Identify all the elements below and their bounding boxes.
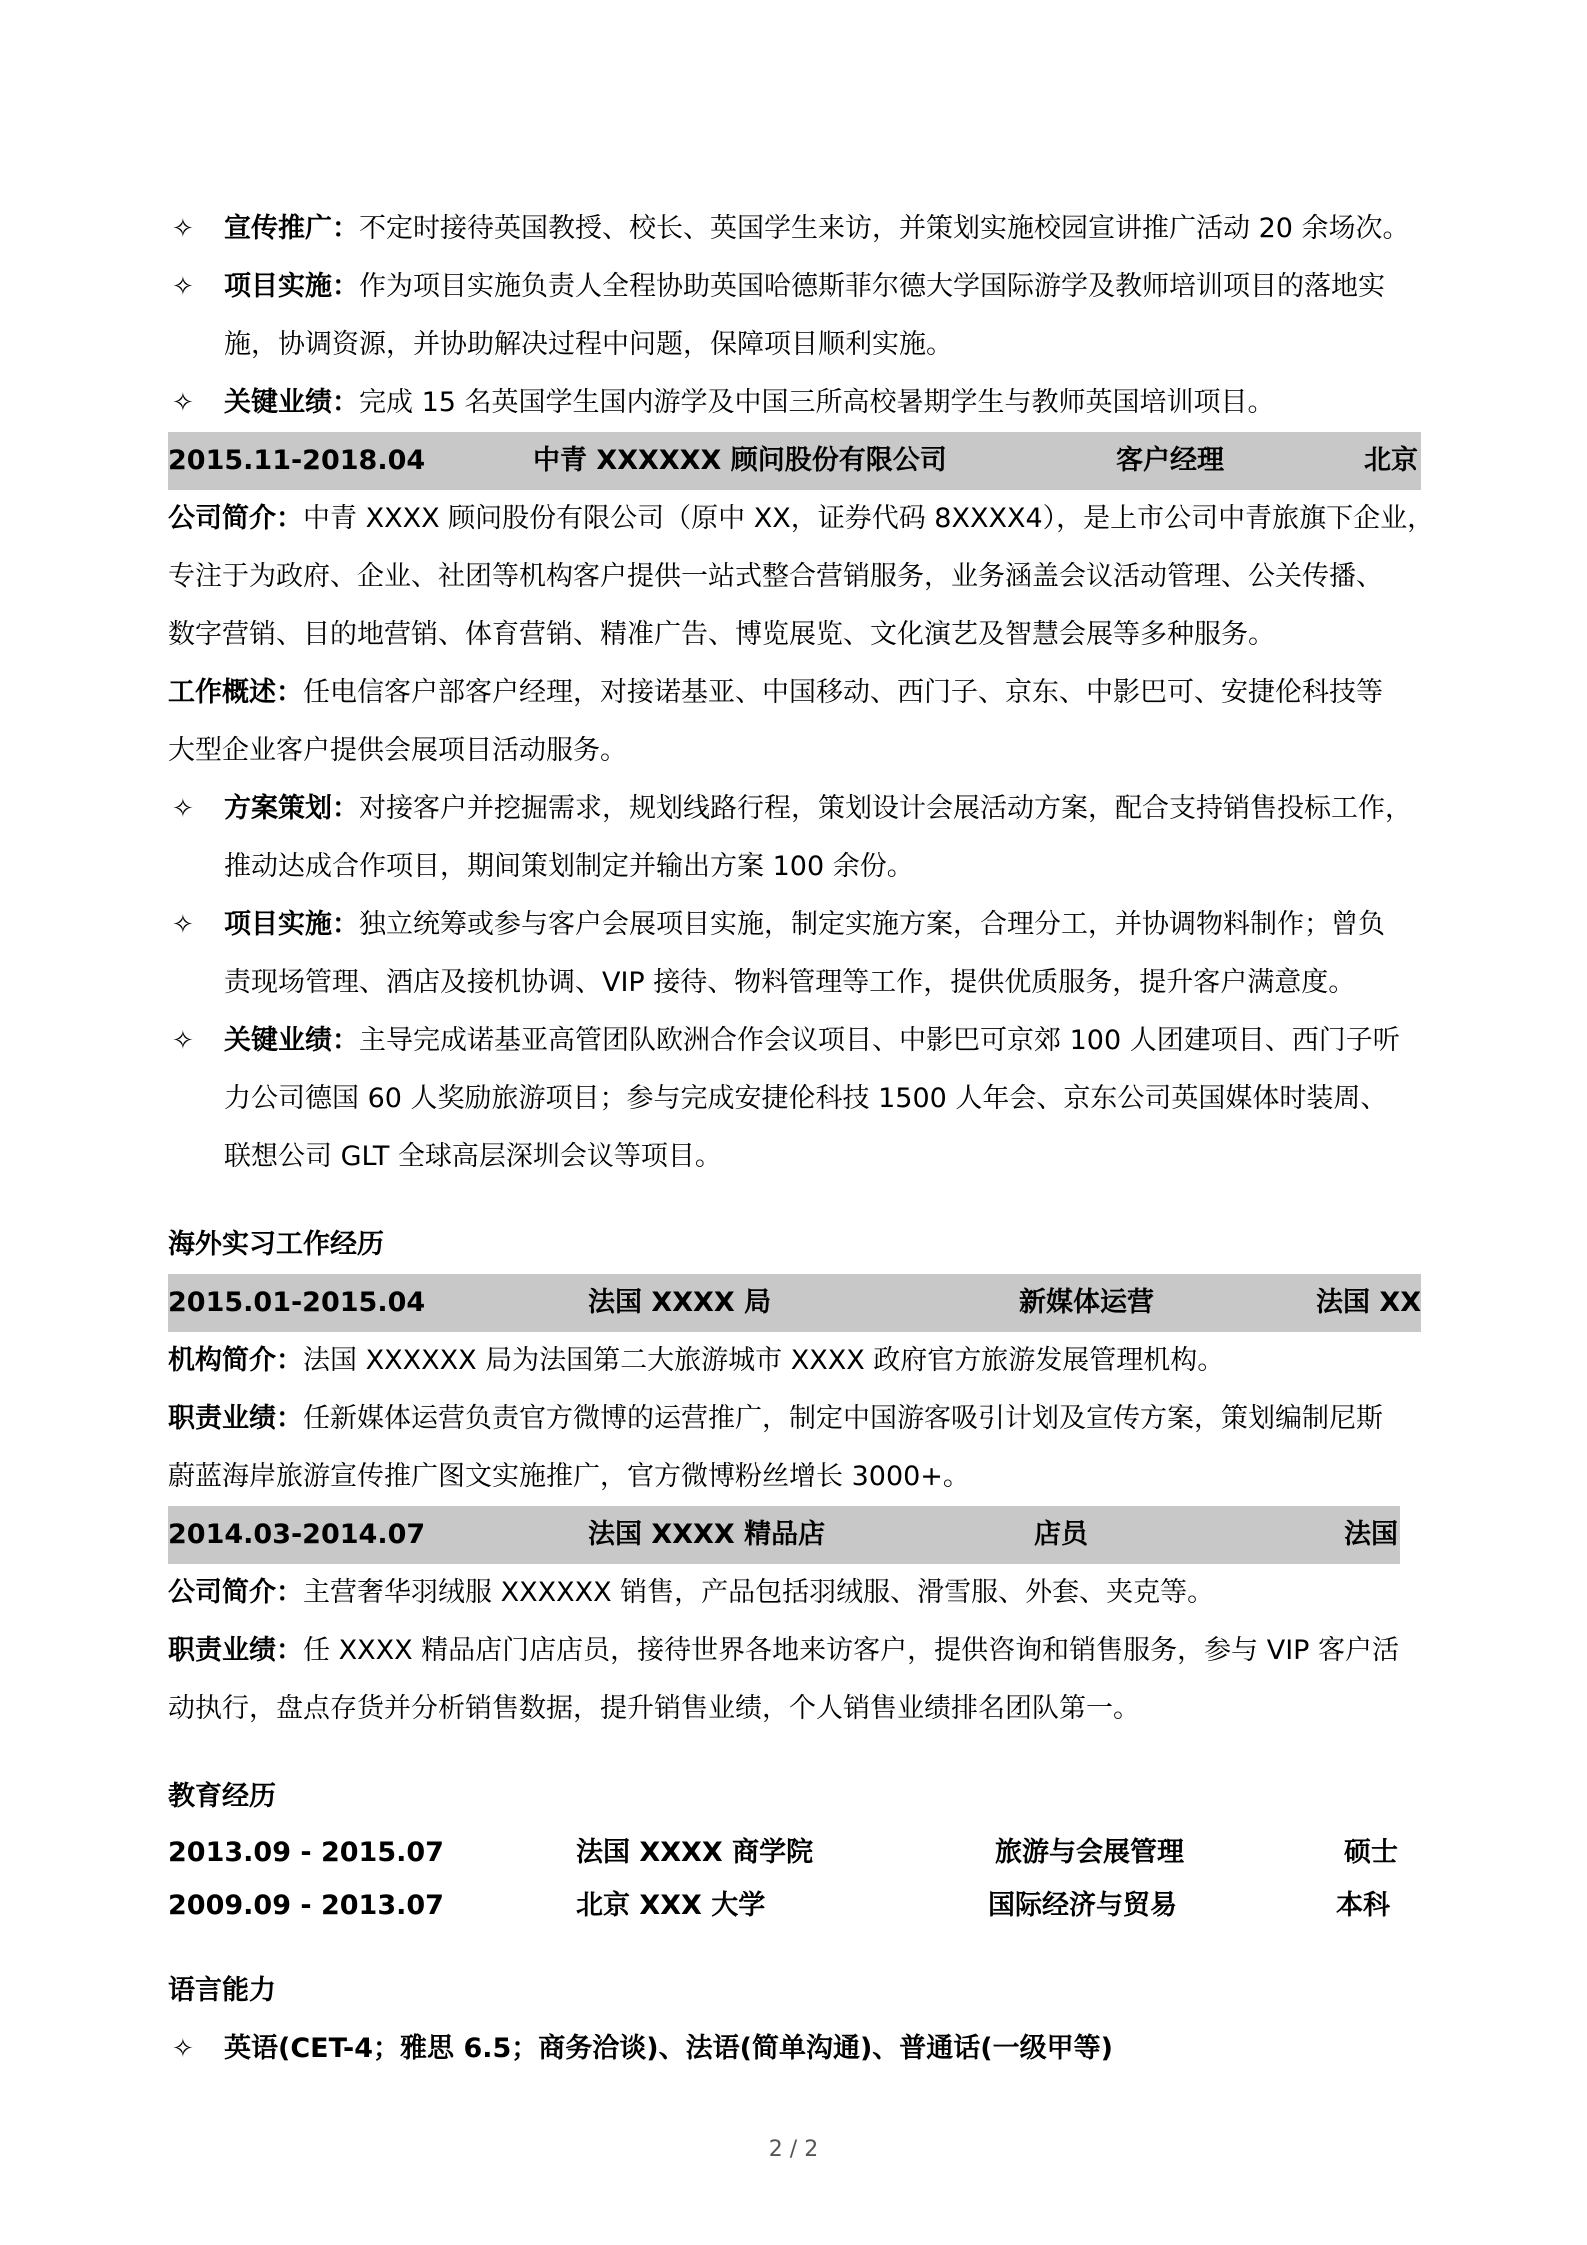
language-text: 英语(CET-4；雅思 6.5；商务洽谈)、法语(简单沟通)、普通话(一级甲等): [224, 2033, 1113, 2064]
bullet-continuation: 推动达成合作项目，期间策划制定并输出方案 100 余份。: [224, 851, 914, 882]
bullet-text: 完成 15 名英国学生国内游学及中国三所高校暑期学生与教师英国培训项目。: [359, 387, 1275, 418]
org-intro: [168, 1332, 1428, 1390]
job-header-bar: [168, 1506, 1400, 1564]
bullet-icon: ✧: [172, 2034, 194, 2064]
edu-degree: 本科: [1336, 1890, 1390, 1921]
job-company: 中青 XXXXXX 顾问股份有限公司: [533, 445, 947, 476]
job-location: 法国: [1344, 1519, 1398, 1550]
summary-continuation: 大型企业客户提供会展项目活动服务。: [168, 735, 627, 766]
bullet-continuation: 联想公司 GLT 全球高层深圳会议等项目。: [224, 1141, 722, 1172]
summary-text: 任电信客户部客户经理，对接诺基亚、中国移动、西门子、京东、中影巴可、安捷伦科技等: [303, 677, 1383, 708]
page-number: 2 / 2: [768, 2137, 819, 2162]
bullet-icon: ✧: [172, 388, 194, 418]
bullet-label: 关键业绩：: [224, 387, 359, 418]
duty-text: 任新媒体运营负责官方微博的运营推广，制定中国游客吸引计划及宣传方案，策划编制尼斯: [303, 1403, 1383, 1434]
duty-text: 任 XXXX 精品店门店店员，接待世界各地来访客户，提供咨询和销售服务，参与 VIP 客户活: [303, 1635, 1400, 1666]
bullet-text: 作为项目实施负责人全程协助英国哈德斯菲尔德大学国际游学及教师培训项目的落地实: [359, 271, 1385, 302]
duty-perf: [168, 1390, 1428, 1448]
bullet-item: [168, 780, 1428, 838]
intro-label: 公司简介：: [168, 503, 303, 534]
bullet-icon: ✧: [172, 910, 194, 940]
job-title: 店员: [1034, 1519, 1088, 1550]
intro-label: 公司简介：: [168, 1577, 303, 1608]
bullet-label: 项目实施：: [224, 271, 359, 302]
edu-school: 北京 XXX 大学: [576, 1890, 766, 1921]
education-row: [168, 1879, 1428, 1932]
section-heading-education: 教育经历: [168, 1781, 276, 1812]
job-location: 法国 XX: [1316, 1287, 1422, 1318]
bullet-continuation: 力公司德国 60 人奖励旅游项目；参与完成安捷伦科技 1500 人年会、京东公司英国媒体时装周、: [224, 1083, 1388, 1114]
section-heading-languages: 语言能力: [168, 1975, 276, 2006]
bullet-label: 关键业绩：: [224, 1025, 359, 1056]
duty-label: 职责业绩：: [168, 1403, 303, 1434]
duty-continuation: 蔚蓝海岸旅游宣传推广图文实施推广，官方微博粉丝增长 3000+。: [168, 1461, 970, 1492]
bullet-item: [168, 1012, 1428, 1070]
job-org: 法国 XXXX 精品店: [588, 1519, 826, 1550]
bullet-text: 主导完成诺基亚高管团队欧洲合作会议项目、中影巴可京郊 100 人团建项目、西门子听: [359, 1025, 1400, 1056]
edu-degree: 硕士: [1344, 1837, 1398, 1868]
job-date: 2014.03-2014.07: [168, 1519, 426, 1550]
bullet-label: 方案策划：: [224, 793, 359, 824]
intro-text: 中青 XXXX 顾问股份有限公司（原中 XX，证券代码 8XXXX4），是上市公司中青旅旗下企业，: [303, 503, 1435, 534]
bullet-icon: ✧: [172, 214, 194, 244]
intro-text: 法国 XXXXXX 局为法国第二大旅游城市 XXXX 政府官方旅游发展管理机构。: [303, 1345, 1225, 1376]
bullet-label: 宣传推广：: [224, 213, 359, 244]
bullet-continuation: 施，协调资源，并协助解决过程中问题，保障项目顺利实施。: [224, 329, 953, 360]
bullet-item: [168, 374, 1428, 432]
edu-major: 旅游与会展管理: [995, 1837, 1184, 1868]
edu-major: 国际经济与贸易: [988, 1890, 1177, 1921]
bullet-label: 项目实施：: [224, 909, 359, 940]
bullet-item: [168, 896, 1428, 954]
edu-date: 2009.09 - 2013.07: [168, 1890, 444, 1921]
education-row: [168, 1826, 1428, 1879]
intro-label: 机构简介：: [168, 1345, 303, 1376]
bullet-text: 对接客户并挖掘需求，规划线路行程，策划设计会展活动方案，配合支持销售投标工作，: [359, 793, 1412, 824]
bullet-continuation: 责现场管理、酒店及接机协调、VIP 接待、物料管理等工作，提供优质服务，提升客户满意度。: [224, 967, 1356, 998]
duty-label: 职责业绩：: [168, 1635, 303, 1666]
bullet-icon: ✧: [172, 272, 194, 302]
job-org: 法国 XXXX 局: [588, 1287, 772, 1318]
job-title: 客户经理: [1116, 445, 1224, 476]
job-date: 2015.11-2018.04: [168, 445, 426, 476]
job-title: 新媒体运营: [1019, 1287, 1154, 1318]
bullet-item: [168, 200, 1428, 258]
bullet-text: 不定时接待英国教授、校长、英国学生来访，并策划实施校园宣讲推广活动 20 余场次。: [359, 213, 1410, 244]
resume-page: [168, 200, 1435, 2078]
duty-continuation: 动执行，盘点存货并分析销售数据，提升销售业绩，个人销售业绩排名团队第一。: [168, 1693, 1140, 1724]
job-header-bar: [168, 432, 1421, 490]
edu-date: 2013.09 - 2015.07: [168, 1837, 444, 1868]
bullet-text: 独立统筹或参与客户会展项目实施，制定实施方案，合理分工，并协调物料制作；曾负: [359, 909, 1385, 940]
section-heading-overseas: 海外实习工作经历: [168, 1229, 384, 1260]
duty-perf: [168, 1622, 1428, 1680]
bullet-icon: ✧: [172, 794, 194, 824]
company-intro: [168, 1564, 1428, 1622]
summary-label: 工作概述：: [168, 677, 303, 708]
job-location: 北京: [1364, 445, 1418, 476]
work-summary: [168, 664, 1428, 722]
intro-text: 主营奢华羽绒服 XXXXXX 销售，产品包括羽绒服、滑雪服、外套、夹克等。: [303, 1577, 1215, 1608]
bullet-icon: ✧: [172, 1026, 194, 1056]
prev-job-items: [168, 200, 1428, 432]
company-intro: [168, 490, 1435, 548]
language-item: [168, 2020, 1428, 2078]
bullet-item: [168, 258, 1428, 316]
intro-continuation: 数字营销、目的地营销、体育营销、精准广告、博览展览、文化演艺及智慧会展等多种服务。: [168, 619, 1275, 650]
edu-school: 法国 XXXX 商学院: [576, 1837, 814, 1868]
job-date: 2015.01-2015.04: [168, 1287, 426, 1318]
job-header-bar: [168, 1274, 1421, 1332]
intro-continuation: 专注于为政府、企业、社团等机构客户提供一站式整合营销服务，业务涵盖会议活动管理、公关传播、: [168, 561, 1383, 592]
